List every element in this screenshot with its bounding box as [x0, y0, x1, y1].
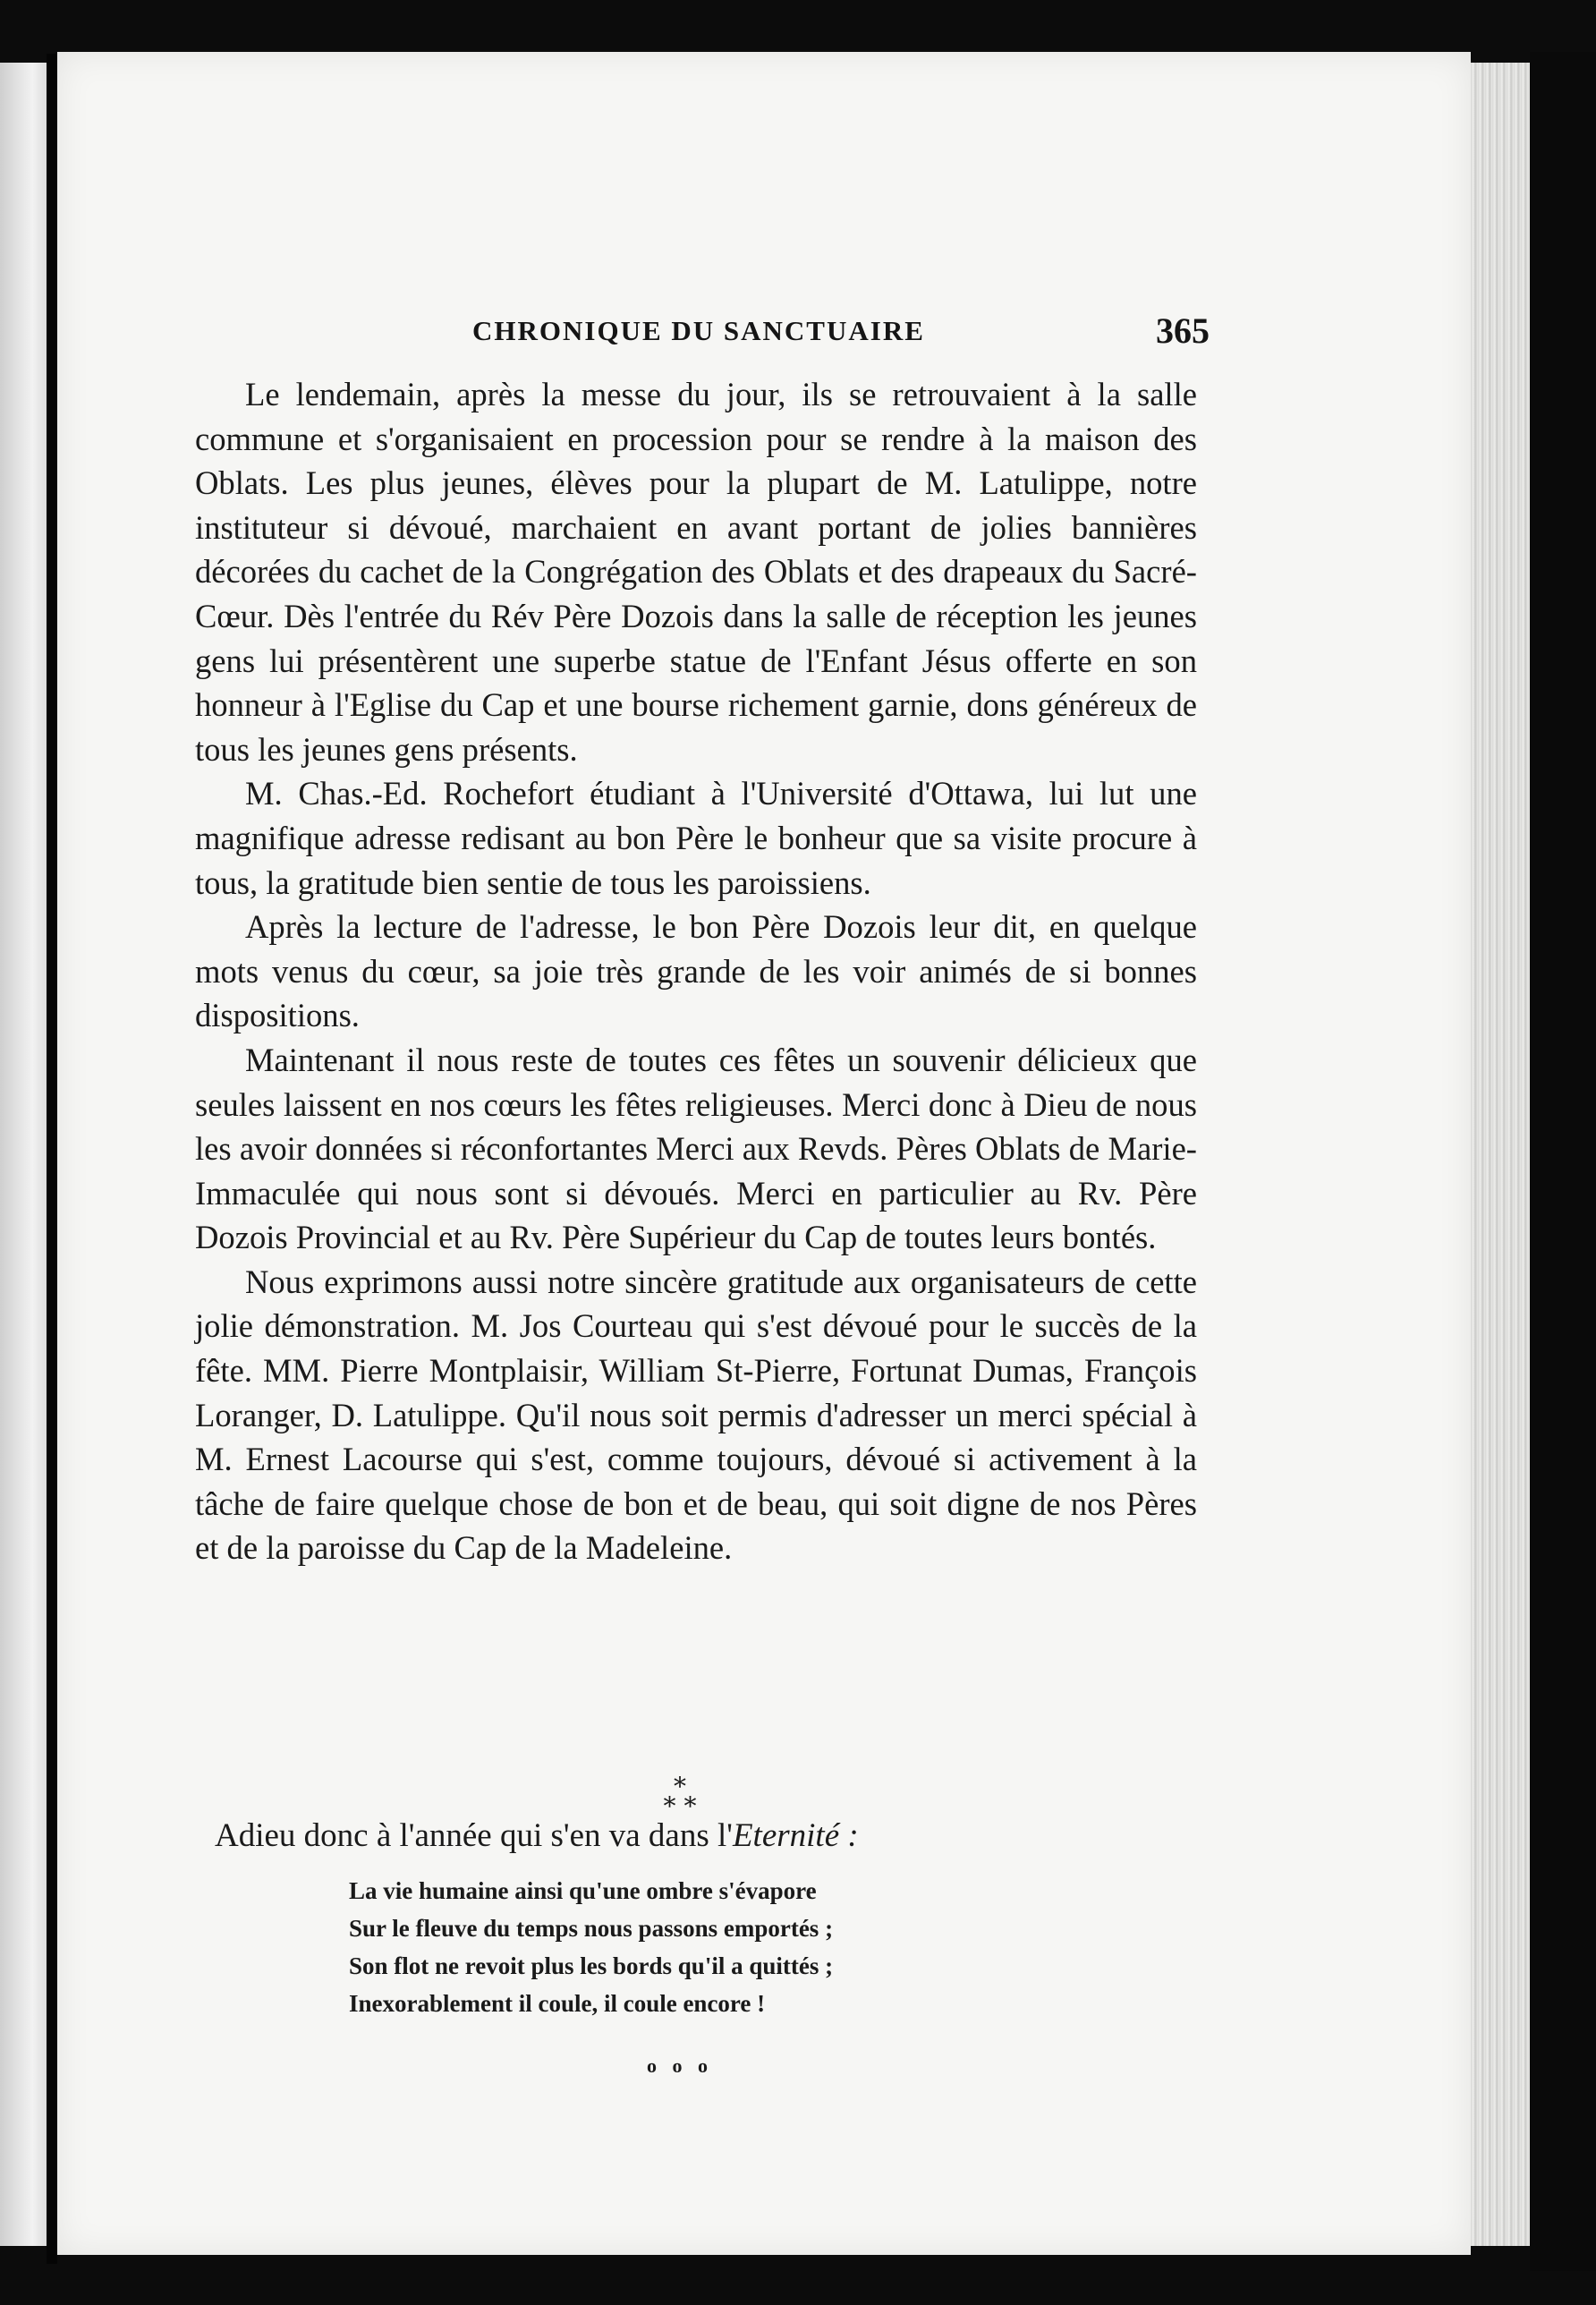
closing-emphasis: Eternité :: [732, 1817, 859, 1854]
page-stack-edge: [1471, 63, 1530, 2246]
closing-lead: Adieu donc à l'année qui s'en va dans l': [215, 1817, 733, 1854]
paragraph-reply: Après la lecture de l'adresse, le bon Père Dozois leur dit, en quelque mots venus du cœur, sa joie très grande de les voir animés de si bonnes dispositions.: [195, 908, 1197, 1034]
paragraph-organizers: Nous exprimons aussi notre sincère gratitude aux organisateurs de cette jolie démonstration. M. Jos Courteau qui s'est dévoué pour le succès de la fête. MM. Pierre Montplaisir, William St-Pierre, Fortunat Dumas, François Loranger, D. Latulippe. Qu'il nous soit permis d'adresser un merci spécial à M. Ernest Lacourse qui s'est, comme toujours, dévoué si activement à la tâche de faire quelque chose de bon et de beau, qui soit digne de nos Pères et de la paroisse du Cap de la Madeleine.: [195, 1263, 1197, 1567]
poem-line: Inexorablement il coule, il coule encore !: [349, 1990, 766, 2017]
paragraph-address: M. Chas.-Ed. Rochefort étudiant à l'Université d'Ottawa, lui lut une magnifique adresse redisant au bon Père le bonheur que sa visite procure à tous, la gratitude bien sentie de tous les paroissiens.: [195, 775, 1197, 901]
page-number: 365: [1156, 310, 1210, 351]
poem-verse: [349, 1872, 1029, 2022]
poem-line: La vie humaine ainsi qu'une ombre s'évapore: [349, 1877, 817, 1904]
paragraph-procession: Le lendemain, après la messe du jour, ils se retrouvaient à la salle commune et s'organisaient en procession pour se rendre à la maison des Oblats. Les plus jeunes, élèves pour la plupart de M. Latulippe, notre instituteur si dévoué, marchaient en avant portant de jolies bannières décorées du cachet de la Congrégation des Oblats et des drapeaux du Sacré-Cœur. Dès l'entrée du Rév Père Dozois dans la salle de réception les jeunes gens lui présentèrent une superbe statue de l'Enfant Jésus offerte en son honneur à l'Eglise du Cap et une bourse richement garnie, dons généreux de tous les jeunes gens présents.: [195, 376, 1197, 768]
closing-line: [215, 1816, 1199, 1855]
running-title: CHRONIQUE DU SANCTUAIRE: [472, 315, 925, 346]
asterism-text: * * *: [663, 1772, 697, 1821]
scan-background: [1530, 52, 1596, 2271]
running-header: [447, 310, 1213, 365]
end-mark: o o o: [647, 2054, 713, 2077]
body-text: [195, 372, 1197, 1570]
poem-line: Sur le fleuve du temps nous passons emportés ;: [349, 1915, 834, 1942]
binding-gutter: [47, 54, 57, 2264]
asterism-ornament: [644, 1772, 716, 1821]
left-page-edge: [0, 63, 47, 2246]
poem-line: Son flot ne revoit plus les bords qu'il a quittés ;: [349, 1952, 834, 1979]
paragraph-thanks: Maintenant il nous reste de toutes ces fêtes un souvenir délicieux que seules laissent en nos cœurs les fêtes religieuses. Merci donc à Dieu de nous les avoir données si réconfortantes Merci aux Revds. Pères Oblats de Marie-Immaculée qui nous sont si dévoués. Merci en particulier au Rv. Père Dozois Provincial et au Rv. Père Supérieur du Cap de toutes leurs bontés.: [195, 1041, 1197, 1256]
